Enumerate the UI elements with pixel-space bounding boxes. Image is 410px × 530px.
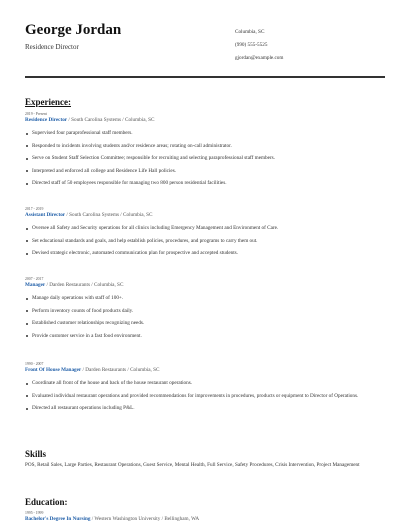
job-bullet: Set educational standards and goals, and help establish policies, procedures, and programs to carry them out. <box>25 238 385 245</box>
job-bullet: Directed all restaurant operations including P&L. <box>25 405 385 412</box>
job-bullet: Manage daily operations with staff of 100+. <box>25 295 385 302</box>
job-org: / Darden Restaurants / Columbia, SC <box>81 367 160 373</box>
job-role: Residence Director <box>25 117 68 123</box>
job-bullet: Interpreted and enforced all college and Residence Life Hall policies. <box>25 168 385 175</box>
job-role-line <box>25 212 385 221</box>
job-role-line <box>25 367 385 376</box>
job-bullet: Evaluated individual restaurant operations and provided recommendations for improvements in procedures, products or equipment to Director of Operations. <box>25 393 385 400</box>
job-bullet: Directed staff of 50 employees responsible for managing two 800 person residential facilities. <box>25 180 385 187</box>
job-role-line <box>25 117 385 126</box>
job-role: Manager <box>25 282 46 288</box>
job-role: Front Of House Manager <box>25 367 82 373</box>
job-org: / South Carolina Systems / Columbia, SC <box>67 117 155 123</box>
job-bullets <box>25 295 385 340</box>
job-dates: 2017 - 2019 <box>25 207 44 211</box>
contact-email[interactable]: gjordan@example.com <box>235 55 284 61</box>
job-org: / Darden Restaurants / Columbia, SC <box>45 282 124 288</box>
experience-heading: Experience: <box>25 97 71 107</box>
contact-block <box>235 29 283 68</box>
job-dates: 2019 - Present <box>25 112 47 116</box>
skills-heading: Skills <box>25 449 47 459</box>
job-bullet: Supervised four paraprofessional staff members. <box>25 130 385 137</box>
job-bullet: Provide customer service in a fast food environment. <box>25 333 385 340</box>
education-heading: Education: <box>25 497 68 507</box>
job-bullet: Established customer relationships recognizing needs. <box>25 320 385 327</box>
education-entry <box>25 511 385 525</box>
job-role: Assistant Director <box>25 212 66 218</box>
job-role-line <box>25 282 385 291</box>
job-bullets <box>25 225 385 257</box>
job-dates: 2007 - 2017 <box>25 277 44 281</box>
job-entry <box>25 207 385 257</box>
candidate-name: George Jordan <box>25 22 122 38</box>
skills-list: POS, Retail Sales, Large Parties, Restaurant Operations, Guest Service, Mental Health, Full Service, Safety Procedures, Crisis Intervention, Project Management <box>25 462 360 468</box>
header-divider <box>25 76 385 78</box>
job-bullet: Devised strategic electronic, automated communication plan for prospective and accepted students. <box>25 250 385 257</box>
job-dates: 1990 - 2007 <box>25 362 44 366</box>
education-org: / Western Washington University / Bellingham, WA <box>90 516 200 522</box>
job-bullet: Perform inventory counts of food products daily. <box>25 308 385 315</box>
job-bullet: Responded to incidents involving students and/or residence areas; rotating on-call administrator. <box>25 143 385 150</box>
job-org: / South Carolina Systems / Columbia, SC <box>65 212 153 218</box>
job-bullet: Oversee all Safety and Security operations for all clinics including Emergency Management and Environment of Care. <box>25 225 385 232</box>
job-entry <box>25 112 385 187</box>
candidate-title: Residence Director <box>25 43 79 51</box>
contact-phone: (990) 555-5525 <box>235 42 268 48</box>
contact-location: Columbia, SC <box>235 29 265 35</box>
education-line <box>25 516 385 525</box>
education-degree: Bachelor's Degree In Nursing <box>25 516 91 522</box>
job-bullets <box>25 380 385 412</box>
job-bullets <box>25 130 385 187</box>
job-bullet: Serve on Student Staff Selection Committee; responsible for recruiting and selecting paraprofessional staff members. <box>25 155 385 162</box>
job-entry <box>25 277 385 340</box>
job-entry <box>25 362 385 412</box>
education-dates: 1995 - 1999 <box>25 511 44 515</box>
job-bullet: Coordinate all front of the house and back of the house restaurant operations. <box>25 380 385 387</box>
